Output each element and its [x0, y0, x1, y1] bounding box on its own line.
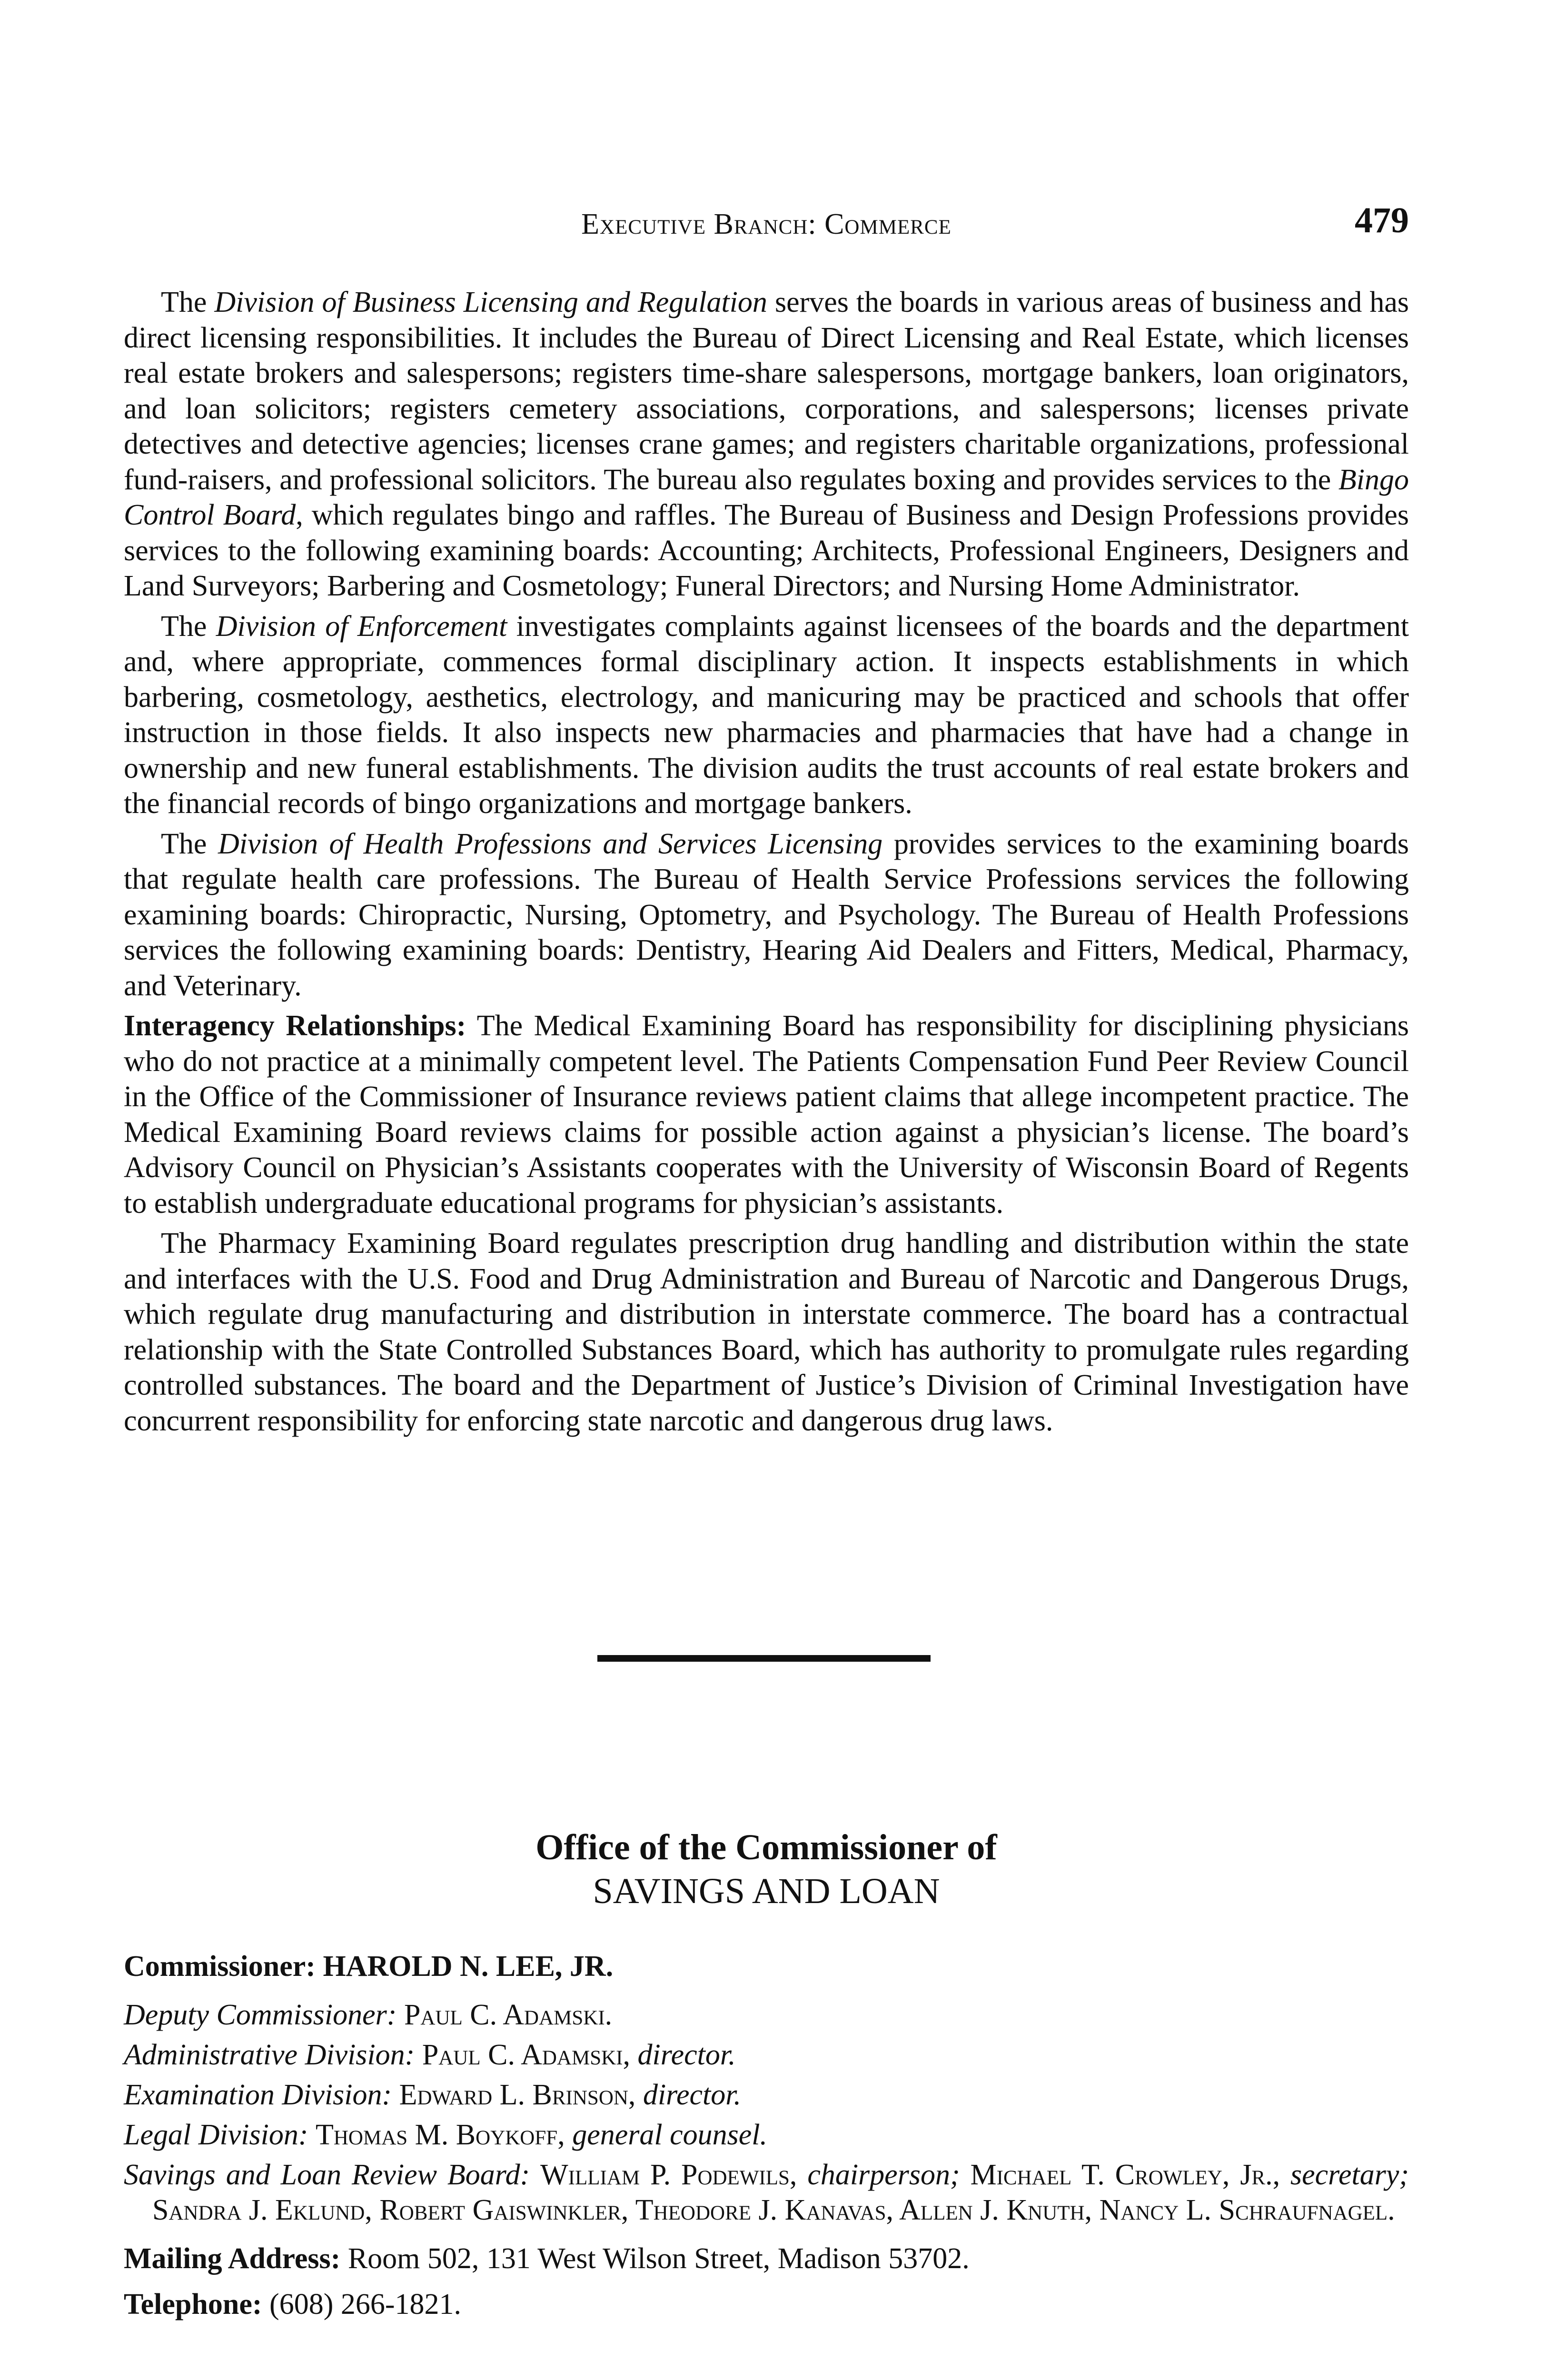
staff-entry-examination [124, 2077, 1409, 2112]
commissioner-label: Commissioner: [124, 1950, 316, 1983]
italic-text: secretary; [1290, 2159, 1409, 2191]
person-name: William P. Podewils, [540, 2159, 797, 2191]
mailing-address-value: Room 502, 131 West Wilson Street, Madison 53702. [340, 2242, 970, 2275]
running-head [124, 200, 1409, 243]
office-heading [124, 1825, 1409, 1913]
paragraph-pharmacy-board: The Pharmacy Examining Board regulates prescription drug handling and distribution within the state and interfaces with the U.S. Food and Drug Administration and Bureau of Narcotic and Dangerous Drugs, which regulate drug manufacturing and distribution in interstate commerce. The board has a contractual relationship with the State Controlled Substances Board, which has authority to promulgate rules regarding controlled substances. The board and the Department of Justice’s Division of Criminal Investigation have concurrent responsibility for enforcing state narcotic and dangerous drug laws. [124, 1227, 1409, 1437]
italic-text: Legal Division: [124, 2119, 308, 2151]
staff-entry-administrative [124, 2037, 1409, 2073]
italic-text: Administrative Division: [124, 2039, 415, 2071]
italic-text: Division of Health Professions and Services Licensing [218, 827, 883, 860]
italic-text: Division of Enforcement [216, 610, 507, 643]
italic-text: Bingo Control Board [124, 463, 1409, 531]
staff-entry-review-board [124, 2157, 1409, 2228]
person-name: Paul C. Adamski, [422, 2039, 631, 2071]
italic-text: Deputy Commissioner: [124, 1999, 397, 2031]
italic-text: chairperson; [807, 2159, 960, 2191]
person-name: Michael T. Crowley, Jr., [970, 2159, 1280, 2191]
paragraph-interagency-relationships: Interagency Relationships: The Medical Examining Board has responsibility for disciplining physicians who do not practice at a minimally competent level. The Patients Compensation Fund Peer Review Council in the Office of the Commissioner of Insurance reviews patient claims that allege incompetent practice. The Medical Examining Board reviews claims for possible action against a physician’s license. The board’s Advisory Council on Physician’s Assistants cooperates with the University of Wisconsin Board of Regents to establish undergraduate educational programs for physician’s assistants. [124, 1010, 1409, 1220]
italic-text: general counsel. [572, 2119, 767, 2151]
section-divider-rule [597, 1655, 931, 1662]
person-name: Paul C. Adamski. [404, 1999, 613, 2031]
staff-directory [124, 1949, 1409, 2332]
italic-text: director. [637, 2039, 736, 2071]
paragraph-enforcement: The Division of Enforcement investigates complaints against licensees of the boards and the department and, where appropriate, commences formal disciplinary action. It inspects establishments in which barbering, cosmetology, aesthetics, electrology, and manicuring may be practiced and schools that offer instruction in those fields. It also inspects new pharmacies and pharmacies that have had a change in ownership and new funeral establishments. The division audits the trust accounts of real estate brokers and the financial records of bingo organizations and mortgage bankers. [124, 610, 1409, 820]
bold-label: Interagency Relationships: [124, 1010, 466, 1042]
staff-entry-legal [124, 2117, 1409, 2152]
paragraph-health-professions: The Division of Health Professions and Services Licensing provides services to the examining boards that regulate health care professions. The Bureau of Health Service Professions services the following examining boards: Chiropractic, Nursing, Optometry, and Psychology. The Bureau of Health Professions services the following examining boards: Dentistry, Hearing Aid Dealers and Fitters, Medical, Pharmacy, and Veterinary. [124, 827, 1409, 1002]
italic-text: Examination Division: [124, 2079, 392, 2111]
commissioner-name: HAROLD N. LEE, JR. [323, 1950, 614, 1983]
body-text [124, 285, 1409, 1443]
italic-text: Savings and Loan Review Board: [124, 2159, 530, 2191]
paragraph-business-licensing: The Division of Business Licensing and Regulation serves the boards in various areas of business and has direct licensing responsibilities. It includes the Bureau of Direct Licensing and Real Estate, which licenses real estate brokers and salespersons; registers time-share salespersons, mortgage bankers, loan originators, and loan solicitors; registers cemetery associations, corporations, and salespersons; licenses private detectives and detective agencies; licenses crane games; and registers charitable organizations, professional fund-raisers, and professional solicitors. The bureau also regulates boxing and provides services to the Bingo Control Board, which regulates bingo and raffles. The Bureau of Business and Design Professions provides services to the following examining boards: Accounting; Architects, Professional Engineers, Designers and Land Surveyors; Barbering and Cosmetology; Funeral Directors; and Nursing Home Administrator. [124, 286, 1409, 602]
page-number: 479 [1355, 200, 1409, 240]
person-name: Sandra J. Eklund, Robert Gaiswinkler, Theodore J. Kanavas, Allen J. Knuth, Nancy L. Schraufnagel. [152, 2194, 1395, 2226]
office-heading-line2: SAVINGS AND LOAN [593, 1871, 940, 1911]
telephone-label: Telephone: [124, 2288, 262, 2320]
running-title: Executive Branch: Commerce [581, 208, 951, 240]
italic-text: Division of Business Licensing and Regulation [214, 286, 767, 318]
italic-text: director. [643, 2079, 742, 2111]
person-name: Thomas M. Boykoff, [315, 2119, 565, 2151]
office-heading-line1: Office of the Commissioner of [535, 1827, 997, 1867]
person-name: Edward L. Brinson, [399, 2079, 636, 2111]
telephone-value: (608) 266-1821. [262, 2288, 461, 2320]
commissioner-line [124, 1949, 1409, 1984]
contact-block [124, 2241, 1409, 2322]
mailing-address [124, 2241, 1409, 2276]
staff-entry-deputy [124, 1997, 1409, 2033]
telephone [124, 2287, 1409, 2322]
mailing-address-label: Mailing Address: [124, 2242, 341, 2275]
